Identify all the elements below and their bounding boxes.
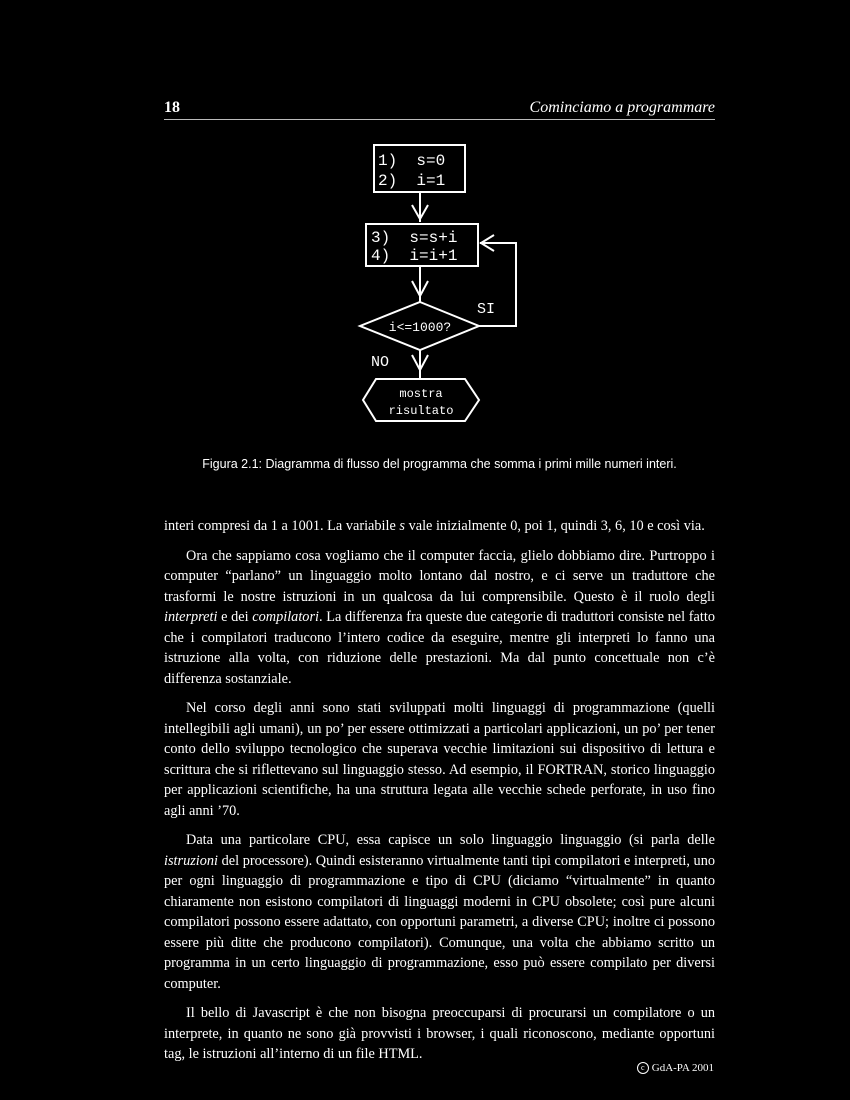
yes-label: SI [477,301,496,318]
page-footer [637,1062,714,1074]
no-label: NO [371,354,390,371]
box1-line2: 2) i=1 [378,172,446,190]
paragraph: Il bello di Javascript è che non bisogna preoccuparsi di procurarsi un compilatore o un interprete, in quanto ne sono già provvisti i browser, i quali riconoscono, mediante opportuni tag, le istruzioni all’interno di un file HTML. [164,1005,715,1062]
text-run: Data una particolare CPU, essa capisce un solo linguaggio linguaggio (si parla delle [186,832,715,848]
variable-s: s [399,518,405,534]
body-text [164,516,715,1074]
paragraph [164,546,715,690]
text-run: Ora che sappiamo cosa vogliamo che il computer faccia, glielo dobbiamo dire. Purtroppo i computer “parlano” un linguaggio molto lontano dal nostro, e ci serve un traduttore che trasformi le nostre istruzioni in un qualcosa da lui comprensibile. Questo è il ruolo degli [164,547,715,605]
caption-text: Diagramma di flusso del programma che somma i primi mille numeri interi. [265,457,677,471]
text-run: vale inizialmente 0, poi 1, quindi 3, 6, 10 e così via. [405,518,705,534]
text-run: . La differenza fra queste due categorie di traduttori consiste nel fatto che i compilatori traducono l’intero codice da eseguire, mentre gli interpreti lo fanno una istruzione alla volta, con riduzione delle prestazioni. Ma dal punto concettuale non c’è differenza sostanziale. [164,609,715,687]
box2-line2: 4) i=i+1 [371,247,458,265]
text-run: e dei [217,609,253,625]
copyright-icon: c [637,1062,649,1074]
paragraph [164,516,715,537]
emphasis-interpreti: interpreti [164,609,218,625]
running-title: Cominciamo a programmare [529,99,715,116]
box2-line1: 3) s=s+i [371,229,458,247]
text-run: del processore). Quindi esisteranno virtualmente tanti tipi compilatori e interpreti, uno per ogni linguaggio di programmazione e tipo di CPU (diciamo “virtualmente” in quanto chiaramente non esistono compilatori di linguaggi moderni in CPU obsolete; così pure alcuni compilatori possono essere adattato, con opportuni parametri, a diverse CPU; inoltre ci possono essere più ditte che producono compilatori). Comunque, una volta che abbiamo scritto un programma in un certo linguaggio di programmazione, esso può essere compilato per diversi computer. [164,852,715,992]
caption-label: Figura 2.1: [202,457,263,471]
page-number: 18 [164,99,180,116]
emphasis-istruzioni: istruzioni [164,852,219,869]
terminal-line1: mostra [399,387,443,401]
text-run: interi compresi da 1 a 1001. La variabile [164,518,400,534]
flowchart [0,0,850,440]
box1-line1: 1) s=0 [378,152,446,170]
decision-label: i<=1000? [388,320,452,335]
footer-text: GdA-PA 2001 [651,1062,714,1074]
terminal-line2: risultato [388,404,454,418]
figure-caption [164,457,715,471]
emphasis-compilatori: compilatori [252,609,319,625]
paragraph [164,830,715,994]
paragraph: Nel corso degli anni sono stati sviluppati molti linguaggi di programmazione (quelli intellegibili agli umani), un po’ per essere ottimizzati a particolari applicazioni, un po’ per tener conto dello sviluppo tecnologico che superava vecchie limitazioni sui dispositivo di lettura e scrittura che si riflettevano sul linguaggio stesso. Ad esempio, il FORTRAN, storico linguaggio per applicazioni scientifiche, ha una struttura legata alle vecchie schede perforate, in uso fino agli anni ’70. [164,700,715,819]
